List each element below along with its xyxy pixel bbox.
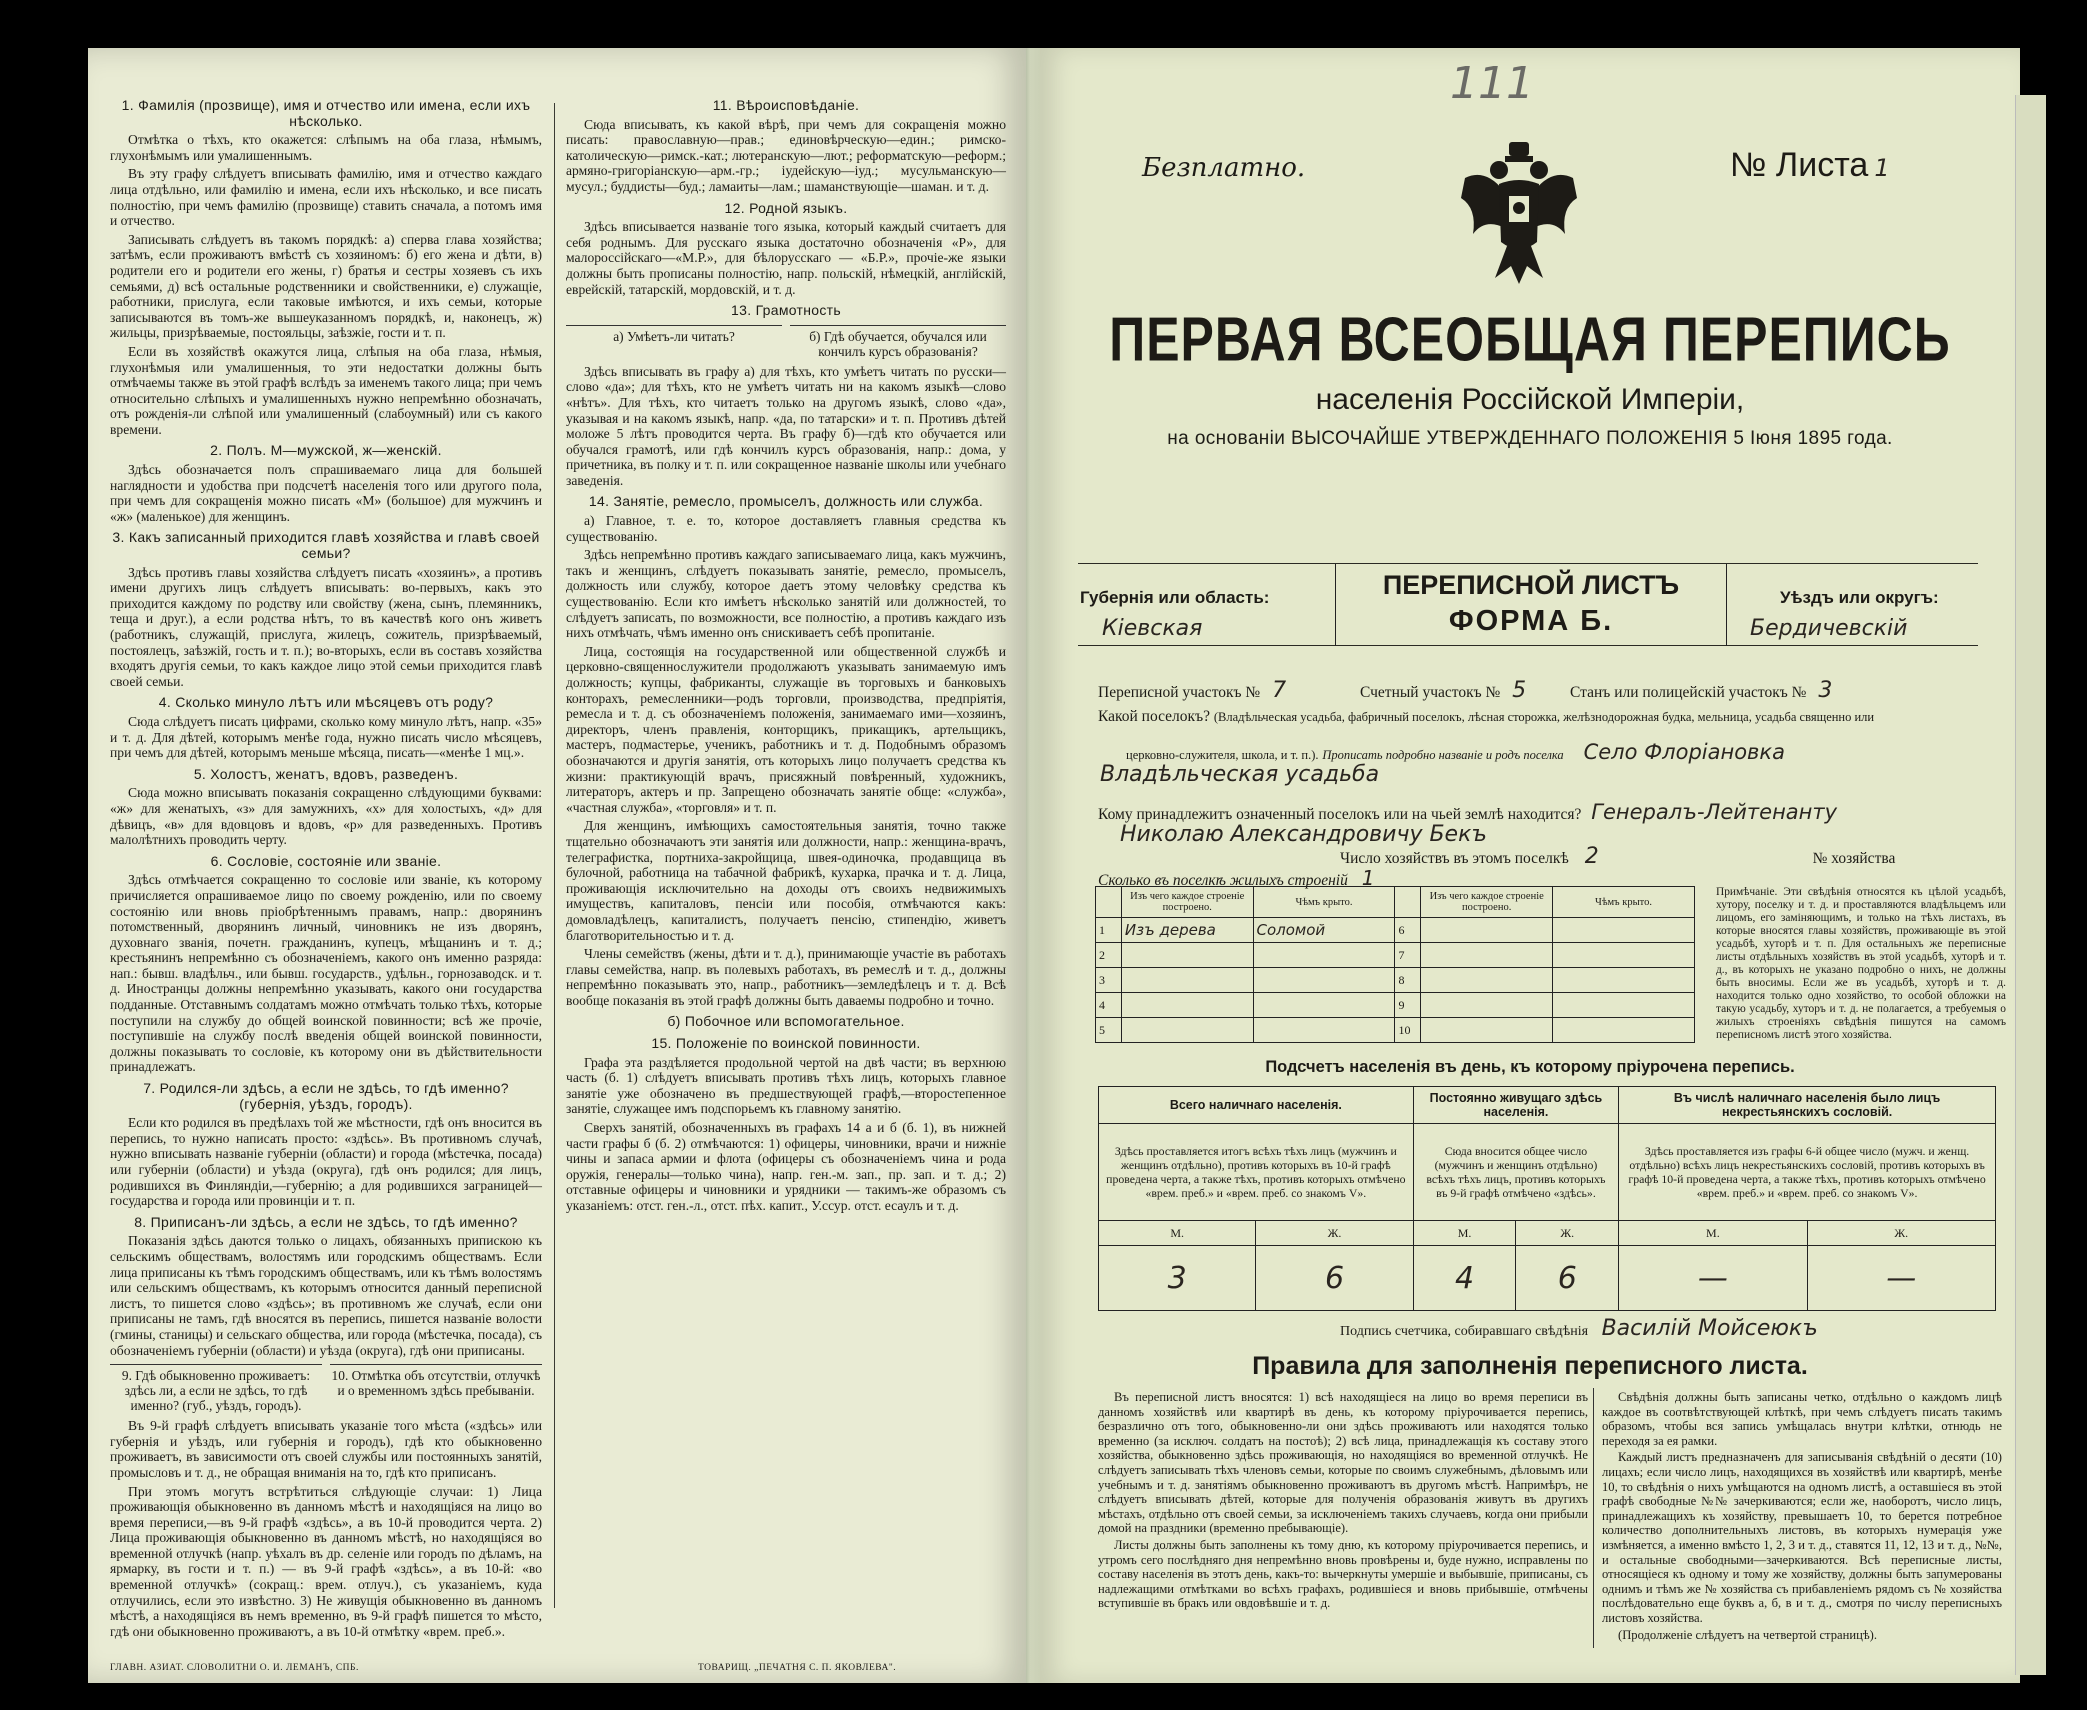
poselok-hint: (Владѣльческая усадьба, фабричный поселокъ, лѣсная сторожка, желѣзнодорожная будка, мельница, усадьба священно или bbox=[1213, 710, 1875, 724]
sheet-number bbox=[1730, 146, 1890, 185]
table-row bbox=[1096, 1018, 1695, 1043]
population-count-title: Подсчетъ населенія въ день, къ которому пріурочена перепись. bbox=[1265, 1058, 1795, 1076]
section-paragraph: Сюда можно вписывать показанія сокращенно слѣдующими буквами: «ж» для женатыхъ, «з» для замужнихъ, «х» для холостыхъ, «д» для дѣвицъ, «в» для вдовцовъ и вдовъ, «р» для разведенныхъ. Противъ малолѣтнихъ проводить черту. bbox=[110, 785, 542, 848]
instruction-section bbox=[566, 364, 1006, 489]
population-count-table bbox=[1098, 1086, 1996, 1311]
built-cell bbox=[1421, 993, 1553, 1018]
poselok-label: Какой поселокъ? bbox=[1098, 708, 1210, 725]
built-cell bbox=[1421, 968, 1553, 993]
rule-paragraph: Въ переписной листъ вносятся: 1) всѣ находящіеся на лицо во время переписи въ данномъ хозяйствѣ или квартирѣ въ день, къ которому пріурочивается перепись, безразлично отъ того, обыкновенно-ли они здѣсь проживаютъ или находятся только временно (за исключ. солдатъ на постоѣ); 2) всѣ лица, принадлежащія къ составу этого хозяйства, обыкновенно здѣсь проживающія, но находящіяся во временной отлучкѣ. Не слѣдуетъ записывать тѣхъ членовъ семьи, которые по своимъ служебнымъ, дѣловымъ или учебнымъ и т. д. занятіямъ обыкновенно проживаютъ въ другомъ мѣстѣ. Напримѣръ, не слѣдуетъ вписывать дѣтей, которые для полученія образованія живутъ въ другихъ мѣстахъ, отдѣльно отъ своей семьи, за исключеніемъ такихъ случаевъ, когда они прибыли домой на праздники (временно пребывающіе). bbox=[1098, 1390, 1588, 1536]
instruction-section bbox=[566, 98, 1006, 195]
rules-right-column bbox=[1602, 1390, 2002, 1644]
non-peasant-desc: Здѣсь проставляется изъ графы 6-й общее число (мужч. и женщ. отдѣльно) всѣхъ лицъ некрестьянскихъ сословій, противъ которыхъ въ графѣ 10-й проведена черта, а также тѣхъ, противъ которыхъ отмѣчено «врем. преб.» и «врем. преб. со знакомъ V». bbox=[1619, 1124, 1996, 1221]
roof-cell bbox=[1253, 968, 1395, 993]
section-paragraph: Для женщинъ, имѣющихъ самостоятельныя занятія, точно также тщательно обозначаютъ эти занятія или должности, напр.: женщина-врачъ, телеграфистка, портниха-закройщица, швея-одиночка, продавщица въ булочной, работница на табачной фабрикѣ, кухарка, прачка и т. д. Лица, проживающія исключительно на доходы отъ своихъ недвижимыхъ имуществъ, капиталовъ, пенсіи или пособія, отмѣчаются какъ: домовладѣлецъ, капиталистъ, получаетъ пенсію, стипендію, живетъ благотворительностью и т. д. bbox=[566, 818, 1006, 943]
participants-row bbox=[1098, 678, 1832, 703]
built-cell bbox=[1121, 1018, 1253, 1043]
instruction-section bbox=[110, 1081, 542, 1209]
roof-cell bbox=[1553, 968, 1695, 993]
section-paragraph: Сюда вписывать, къ какой вѣрѣ, при чемъ для сокращенія можно писать: православную—прав.; единовѣрческую—един.; римско-католическую—римск.-кат.; лютеранскую—лют.; реформатскую—реформ.; армяно-григоріанскую—арм.-гр.; іудейскую—іуд.; мусульманскую—мусул.; буддисты—буд.; ламаиты—лам.; шаманствующіе—шаман. и т. д. bbox=[566, 116, 1006, 194]
instruction-section bbox=[110, 1215, 542, 1358]
uchastok-label: Переписной участокъ № bbox=[1098, 684, 1261, 701]
male-header: М. bbox=[1619, 1221, 1807, 1246]
section-title: 4. Сколько минуло лѣтъ или мѣсяцевъ отъ роду? bbox=[158, 694, 494, 711]
owner-row bbox=[1098, 800, 1837, 824]
row-number: 10 bbox=[1395, 1018, 1421, 1043]
instruction-section bbox=[110, 854, 542, 1075]
section-paragraph: Въ 9-й графѣ слѣдуетъ вписывать указаніе того мѣста («здѣсь» или губернія и уѣздъ, или губернія и городъ), гдѣ кто обыкновенно проживаетъ, въ зависимости отъ своей службы или постоянныхъ занятій, промысловъ и т. д., не обращая вниманія на то, гдѣ кто приписанъ. bbox=[110, 1418, 542, 1480]
owner-value-2: Николаю Александровичу Бекъ bbox=[1120, 822, 1487, 847]
poselok-row-2 bbox=[1098, 740, 1785, 764]
built-header: Изъ чего каждое строеніе построено. bbox=[1121, 887, 1253, 918]
sheet-number-label: № Листа bbox=[1730, 146, 1869, 184]
instruction-section bbox=[110, 98, 542, 437]
section-title: 5. Холостъ, женатъ, вдовъ, разведенъ. bbox=[193, 765, 459, 782]
section-paragraph: Показанія здѣсь даются только о лицахъ, обязанныхъ припискою къ сельскимъ обществамъ, волостямъ или городскимъ обществамъ. Если лица приписаны къ тѣмъ городскимъ обществамъ, или къ тѣмъ волостямъ или сельскимъ обществамъ, къ которымъ относится данный переписной листъ, то пишется слово «здѣсь»; въ противномъ же случаѣ, если они приписаны не тамъ, гдѣ вносятся въ перепись, пишется названіе волости (гмины, станицы) и сельскаго общества, или города (мѣстечка, посада), съ обозначеніемъ губерніи (области) и уѣзда (округа), гдѣ они приписаны. bbox=[110, 1233, 542, 1358]
buildings-note: Примѣчаніе. Эти свѣдѣнія относятся къ цѣлой усадьбѣ, хутору, поселку и т. д. и проставляются владѣльцемъ или лицомъ, его заміняющимъ, и только на тѣхъ листахъ, въ которые вносятся главы хозяйствъ, проживающіе въ этой усадьбѣ, хуторѣ и т. п. Для остальныхъ же переписные листы отдѣльныхъ хозяйствъ въ этой усадьбѣ, хуторѣ и т. д., въ которыхъ не указано подробно о нихъ, не должны быть вносимы. Если же въ усадьбѣ, хуторѣ и т. д. находится только одно хозяйство, то особой обложки на такую усадьбу, хуторъ и т. д. не полагается, а требуемыя о жилыхъ строеніяхъ свѣдѣнія пишутся на самомъ переписномъ листѣ этого хозяйства. bbox=[1716, 886, 2006, 1041]
buildings-table bbox=[1095, 886, 1695, 1043]
signature-value: Василій Мойсеюкъ bbox=[1601, 1316, 1818, 1341]
permanent-male-value: 4 bbox=[1413, 1246, 1516, 1311]
instruction-section bbox=[566, 1036, 1006, 1214]
built-cell bbox=[1421, 1018, 1553, 1043]
instructions-column-2 bbox=[566, 98, 1006, 1220]
section-paragraph: Графа эта раздѣляется продольной чертой на двѣ части; въ верхнюю часть (б. 1) слѣдуетъ вписывать противъ тѣхъ лицъ, которыхъ главное занятіе уже обозначено въ предшествующей графѣ,—второстепенное занятіе, служащее имъ подспорьемъ къ главному занятію. bbox=[566, 1054, 1006, 1117]
roof-cell bbox=[1553, 918, 1695, 943]
owner-value-1: Генералъ-Лейтенанту bbox=[1591, 800, 1838, 824]
permanent-residents-desc: Сюда вносится общее число (мужчинъ и женщинъ отдѣльно) всѣхъ тѣхъ лицъ, противъ которыхъ въ 9-й графѣ отмѣчено «здѣсь». bbox=[1413, 1124, 1619, 1221]
stan-value: 3 bbox=[1818, 678, 1833, 703]
row-number: 5 bbox=[1096, 1018, 1122, 1043]
households-label: Число хозяйствъ въ этомъ поселкѣ bbox=[1340, 850, 1569, 867]
roof-cell bbox=[1253, 943, 1395, 968]
non-peasant-female-value: — bbox=[1807, 1246, 1995, 1311]
built-cell bbox=[1421, 918, 1553, 943]
roof-cell: Соломой bbox=[1253, 918, 1395, 943]
poselok-value-2: Владѣльческая усадьба bbox=[1100, 762, 1380, 787]
section-title: 8. Приписанъ-ли здѣсь, а если не здѣсь, то гдѣ именно? bbox=[134, 1213, 518, 1230]
permanent-female-value: 6 bbox=[1516, 1246, 1619, 1311]
roof-cell bbox=[1553, 943, 1695, 968]
section-title: 6. Сословіе, состояніе или званіе. bbox=[210, 852, 442, 869]
gubernia-value: Кіевская bbox=[1102, 616, 1203, 641]
section-paragraph: Сверхъ занятій, обозначенныхъ въ графахъ 14 а и б (б. 1), въ нижней части графы б (б. 2) отмѣчаются: 1) офицеры, чиновники, врачи и нижніе чины и запаса армии и флота (офицеры съ обозначеніемъ чина и рода оружія, генералы—только чина), напр. ген.-м. зап., пр. зап. и т. д.; 2) отставные офицеры и чиновники и урядники — такимъ-же образомъ съ указаніемъ: отст. ген.-л., отст. пѣх. капит., У.ссур. отст. есаулъ и т. д. bbox=[566, 1120, 1006, 1213]
subheading-b: б) Гдѣ обучается, обучался или кончилъ курсъ образованія? bbox=[790, 325, 1006, 359]
section-title: 13. Грамотность bbox=[731, 302, 841, 319]
total-present-header: Всего наличнаго населенія. bbox=[1099, 1087, 1414, 1124]
total-present-desc: Здѣсь проставляется итогъ всѣхъ тѣхъ лицъ (мужчинъ и женщинъ отдѣльно), противъ которыхъ въ 10-й графѣ проведена черта, а также тѣхъ, противъ которыхъ отмѣчено «врем. преб.» и «врем. преб. со знакомъ V». bbox=[1099, 1124, 1414, 1221]
female-header: Ж. bbox=[1807, 1221, 1995, 1246]
instruction-section bbox=[566, 303, 1006, 319]
section-paragraph: Въ эту графу слѣдуетъ вписывать фамилію, имя и отчество каждаго лица отдѣльно, или фамилію и имена, если ихъ нѣсколько, и все писать полностію, при чемъ фамилію (прозвище) ставить сначала, а потомъ имя и отчество. bbox=[110, 166, 542, 229]
poselok-hint-2: церковно-служителя, школа, и т. п.). bbox=[1126, 748, 1319, 762]
rule-paragraph: Каждый листъ предназначенъ для записыванія свѣдѣній о десяти (10) лицахъ; если число лицъ, находящихся въ хозяйствѣ или квартирѣ, менѣе 10, то свѣдѣнія о нихъ умѣщаются на одномъ листѣ, а оставшіеся въ этой графѣ свободные №№ зачеркиваются; если же, наоборотъ, число лицъ, принадлежащихъ къ хозяйству, превышаетъ 10, то берется потребное количество дополнительныхъ листовъ, въ которыхъ нумерація уже измѣняется, а именно вмѣсто 1, 2, 3 и т. д., ставятся 11, 12, 13 и т. д., №№, и остальные свободными—зачеркиваются. Всѣ переписные листы, относящіеся къ одному и тому же хозяйству, должны быть запумерованы однимъ и тѣмъ же № хозяйства съ прибавленіемъ рядомъ съ № хозяйства послѣдовательно еще буквъ а, б, в и т. д., смотря по числу переписныхъ листовъ хозяйства. bbox=[1602, 1450, 2002, 1625]
permanent-residents-header: Постоянно живущаго здѣсь населенія. bbox=[1413, 1087, 1619, 1124]
section-paragraph: Лица, состоящія на государственной или общественной службѣ и церковно-священнослужители продолжаютъ указывать занимаемую имъ должность; купцы, фабриканты, служащіе въ торговыхъ и банковыхъ конторахъ, ремесленники—родъ торговли, производства, предпріятія, ремесла и т. д. съ обозначеніемъ положенія, занимаемаго ими—хозяинъ, директоръ, членъ правленія, конторщикъ, прикащикъ, артельщикъ, мастеръ, подмастерье, ученикъ, работникъ и т. д. Подобнымъ образомъ обозначаются и другія занятія, отъ которыхъ лицо получаетъ средства къ жизни: практикующій врачъ, присяжный повѣренный, художникъ, литераторъ, актеръ и пр. Запрещено обозначать занятіе обще: «служба», «частная служба», «торговля» и т. п. bbox=[566, 643, 1006, 815]
table-row bbox=[1096, 968, 1695, 993]
subheading-a: а) Умѣетъ-ли читать? bbox=[566, 325, 782, 359]
instruction-section bbox=[110, 530, 542, 689]
section-paragraph: Записывать слѣдуетъ въ такомъ порядкѣ: а) сперва глава хозяйства; затѣмъ, если проживаютъ вмѣстѣ съ хозяиномъ: б) его жена и дѣти, в) родители его и родители его жены, г) братья и сестры хозяевъ съ ихъ семьями, д) всѣ остальные родственники и свойственники, е) служащіе, работники, прислуга, если таковые имѣются, и ихъ семьи, которые записываются въ томъ-же вышеуказанномъ порядкѣ, и, наконецъ, ж) жильцы, призрѣваемые, постояльцы, заѣзжіе, гости и т. п. bbox=[110, 231, 542, 341]
household-no-label: № хозяйства bbox=[1812, 850, 1896, 867]
section-paragraph: При этомъ могутъ встрѣтиться слѣдующіе случаи: 1) Лица проживающія обыкновенно въ данномъ мѣстѣ и находящіяся на лицо во время переписи,—въ 9-й графѣ «здѣсь», а въ 10-й проводится черта. 2) Лица проживающія обыкновенно въ данномъ мѣстѣ, но находящіяся во временной отлучкѣ (напр. уѣхалъ въ др. селеніе или городъ по дѣламъ, на ярмарку, въ гости и т. п.) — въ 9-й графѣ «здѣсь», а въ 10-й: «во временной отлучкѣ» (сокращ.: врем. отлуч.), съ указаніемъ, куда отлучились, если это извѣстно. 3) Не живущія обыкновенно въ данномъ мѣстѣ, а находящіяся въ немъ временно, въ 9-й графѣ пишется то мѣсто, гдѣ они обыкновенно проживаютъ, а въ 10-й отмѣтку «врем. преб.». bbox=[110, 1483, 542, 1639]
poselok-value-1: Село Флоріановка bbox=[1583, 740, 1785, 764]
printer-footer-left: ГЛАВН. АЗИАТ. СЛОВОЛИТНИ О. И. ЛЕМАНЪ, СПБ. bbox=[110, 1663, 359, 1673]
free-of-charge-label: Безплатно. bbox=[1142, 153, 1306, 183]
roof-header: Чѣмъ крыто. bbox=[1253, 887, 1395, 918]
table-row bbox=[1096, 918, 1695, 943]
sheet-number-value: 1 bbox=[1874, 154, 1890, 182]
rules-title: Правила для заполненія переписного листа. bbox=[1252, 1352, 1808, 1380]
census-subtitle: населенія Россійской Имперіи, bbox=[1315, 383, 1745, 416]
section-paragraph: Здѣсь противъ главы хозяйства слѣдуетъ писать «хозяинъ», а противъ имени другихъ лицъ слѣдуетъ вписывать: во-первыхъ, какъ это приходится каждому по родству или свойству (жена, сынъ, племянникъ, теща и друг.), а если родства нѣтъ, то въ качествѣ кого онъ живетъ (работникъ, служащій, прислуга, жилецъ, сожитель, призрѣваемый, постоялецъ, заѣзжій, гость и т. п.); во-вторыхъ, если въ составъ хозяйства входятъ другія семьи, то какъ каждое лицо этой семьи приходится главѣ своей семьи. bbox=[110, 564, 542, 689]
roof-cell bbox=[1553, 1018, 1695, 1043]
poselok-hint-3: Прописать подробно названіе и родъ поселка bbox=[1322, 748, 1564, 762]
instruction-section bbox=[566, 1014, 1006, 1030]
census-title: ПЕРВАЯ ВСЕОБЩАЯ ПЕРЕПИСЬ bbox=[1109, 304, 1951, 375]
table-row bbox=[1096, 993, 1695, 1018]
uezd-label: Уѣздъ или округъ: bbox=[1780, 588, 1939, 607]
instructions-column-1 bbox=[110, 98, 542, 1642]
female-header: Ж. bbox=[1256, 1221, 1413, 1246]
rule-paragraph: Листы должны быть заполнены къ тому дню, къ которому пріурочивается перепись, и утромъ сего послѣдняго дня непремѣнно вновь провѣрены и, буде нужно, исправлены по составу населенія въ этотъ день, какъ-то: вычеркнуты умершіе и выбывшіе, приписаны, съ надлежащими отмѣтками во всѣхъ графахъ, родившіеся и вновь прибывшіе, отмѣчены вступившіе въ бракъ или овдовѣвшіе и т. д. bbox=[1098, 1537, 1588, 1611]
section-paragraph: а) Главное, т. е. то, которое доставляетъ главныя средства къ существованію. bbox=[566, 513, 1006, 544]
printer-footer-right: ТОВАРИЩ. „ПЕЧАТНЯ С. П. ЯКОВЛЕВА". bbox=[698, 1663, 897, 1673]
section-paragraph: Здѣсь обозначается полъ спрашиваемаго лица для большей наглядности и удобства при подсчетѣ населенія того или другого пола, при чемъ для сокращенія можно писать «М» (большое) для мужчинъ и «ж» (маленькое) для женщинъ. bbox=[110, 462, 542, 524]
female-header: Ж. bbox=[1516, 1221, 1619, 1246]
roof-header-2: Чѣмъ крыто. bbox=[1553, 887, 1695, 918]
rules-left-column bbox=[1098, 1390, 1588, 1613]
double-headed-eagle-emblem bbox=[1455, 138, 1583, 288]
households-row bbox=[1340, 844, 1895, 869]
signature-label: Подпись счетчика, собиравшаго свѣдѣнія bbox=[1340, 1324, 1589, 1339]
form-title: ПЕРЕПИСНОЙ ЛИСТЪ bbox=[1382, 570, 1680, 600]
row-number: 2 bbox=[1096, 943, 1122, 968]
built-cell bbox=[1121, 943, 1253, 968]
built-cell bbox=[1121, 993, 1253, 1018]
left-page-instructions bbox=[88, 48, 1026, 1683]
instruction-section bbox=[110, 767, 542, 848]
subheading-a: 9. Гдѣ обыкновенно проживаетъ: здѣсь ли, а если не здѣсь, то гдѣ именно? (губ., уѣздъ, городъ). bbox=[110, 1364, 322, 1413]
subheading-b: 10. Отмѣтка объ отсутствіи, отлучкѣ и о временномъ здѣсь пребываніи. bbox=[330, 1364, 542, 1413]
form-title-box bbox=[1335, 564, 1727, 646]
row-number: 7 bbox=[1395, 943, 1421, 968]
right-page-census-form bbox=[1040, 48, 2020, 1683]
section-title: 7. Родился-ли здѣсь, а если не здѣсь, то гдѣ именно? (губернія, уѣздъ, городъ). bbox=[143, 1080, 509, 1112]
buildings-label: Сколько въ поселкѣ жилыхъ строеній bbox=[1098, 872, 1348, 889]
buildings-value: 1 bbox=[1361, 866, 1375, 890]
roof-cell bbox=[1253, 993, 1395, 1018]
row-number: 9 bbox=[1395, 993, 1421, 1018]
rule-paragraph: (Продолженіе слѣдуетъ на четвертой страницѣ). bbox=[1618, 1627, 1878, 1642]
section-paragraph: Члены семействъ (жены, дѣти и т. д.), принимающіе участіе въ работахъ главы семейства, напр. въ полевыхъ работахъ, въ ремеслѣ и т. д., должны непремѣнно показывать это, напр., работникъ—земледѣлецъ и т. д. Всѣ вообще показанія въ этой графѣ должны быть даваемы подробно и точно. bbox=[566, 946, 1006, 1008]
section-paragraph: Сюда слѣдуетъ писать цифрами, сколько кому минуло лѣтъ, напр. «35» и т. д. Для дѣтей, которымъ менѣе года, нужно писать число мѣсяцевъ, при чемъ для дѣтей, которымъ меньше мѣсяца, писать—«менѣе 1 мц.». bbox=[110, 713, 542, 761]
stan-label: Станъ или полицейскій участокъ № bbox=[1570, 684, 1807, 701]
total-male-value: 3 bbox=[1099, 1246, 1256, 1311]
instruction-section bbox=[110, 443, 542, 524]
instruction-section bbox=[566, 494, 1006, 1008]
section-paragraph: Если въ хозяйствѣ окажутся лица, слѣпыя на оба глаза, нѣмыя, глухонѣмыя или умалишенныя, то эти недостатки должны быть отмѣчаемы также въ этой графѣ вслѣдъ за именемъ такого лица; при чемъ относительно слѣпыхъ и умалишенныхъ нужно непремѣнно обозначать, отъ рожденія-ли слѣпой или умалишенный (слабоумный) или съ какого времени. bbox=[110, 343, 542, 437]
schet-value: 5 bbox=[1512, 678, 1527, 703]
non-peasant-male-value: — bbox=[1619, 1246, 1807, 1311]
column-divider bbox=[554, 103, 555, 1608]
section-title: 15. Положеніе по воинской повинности. bbox=[651, 1035, 921, 1052]
table-row bbox=[1096, 943, 1695, 968]
gubernia-label: Губернія или область: bbox=[1080, 588, 1270, 607]
total-female-value: 6 bbox=[1256, 1246, 1413, 1311]
section-paragraph: Здѣсь вписывать въ графу а) для тѣхъ, кто умѣетъ читать по русски—слово «да»; для тѣхъ, кто не умѣетъ читать ни на какомъ языкѣ—слово «нѣтъ». Для тѣхъ, кто читаетъ только на другомъ языкѣ, слово «да», указывая и на какомъ языкѣ, напр. «да, по татарски» и т. п. Противъ дѣтей моложе 5 лѣтъ проводится черта. Въ графу б)—гдѣ кто обучается или обучался грамотѣ, или гдѣ кончилъ курсъ образованія, напр.: дома, у причетника, въ полку и т. п. или сокращенное названіе школы или учебнаго заведенія. bbox=[566, 363, 1006, 488]
section-paragraph: Если кто родился въ предѣлахъ той же мѣстности, гдѣ онъ вносится въ перепись, то нужно написать просто: «здѣсь». Въ противномъ случаѣ, нужно вписывать названіе губерніи (области) и города (мѣстечка, посада) или губерніи (области) и уѣзда (округа), гдѣ онъ родился; для лицъ, родившихся въ Финляндіи,—губернію; а для родившихся заграницей—государства и города или провинціи и т. п. bbox=[110, 1115, 542, 1209]
rules-divider bbox=[1593, 1388, 1594, 1648]
form-subtitle: ФОРМА Б. bbox=[1448, 605, 1614, 637]
non-peasant-header: Въ числѣ наличнаго населенія было лицъ некрестьянскихъ сословій. bbox=[1619, 1087, 1996, 1124]
owner-label: Кому принадлежитъ означенный поселокъ или на чьей землѣ находится? bbox=[1098, 806, 1582, 823]
section-title: 3. Какъ записанный приходится главѣ хозяйства и главѣ своей семьи? bbox=[112, 529, 540, 562]
section-title: 2. Полъ. М—мужской, ж—женскій. bbox=[210, 442, 442, 459]
row-number: 3 bbox=[1096, 968, 1122, 993]
poselok-row bbox=[1098, 708, 1874, 726]
enumerator-signature bbox=[1340, 1316, 1818, 1341]
roof-cell bbox=[1553, 993, 1695, 1018]
male-header: М. bbox=[1413, 1221, 1516, 1246]
instruction-section bbox=[110, 695, 542, 760]
built-cell bbox=[1121, 968, 1253, 993]
row-number: 1 bbox=[1096, 918, 1122, 943]
section-title: 12. Родной языкъ. bbox=[724, 199, 848, 216]
section-title: б) Побочное или вспомогательное. bbox=[667, 1013, 905, 1030]
section-paragraph: Здѣсь непремѣнно противъ каждаго записываемаго лица, какъ мужчинъ, такъ и женщинъ, слѣдуетъ показывать занятіе, ремесло, промыселъ, должность или службу, которое даетъ этому человѣку средства къ существованію. Если кто имѣетъ нѣсколько занятій или должностей, то слѣдуетъ записать, по возможности, все полностію, а противъ каждаго изъ нихъ отмѣчать, чѣмъ именно онъ снискиваетъ себѣ пропитаніе. bbox=[566, 547, 1006, 641]
paired-subheadings bbox=[566, 325, 1006, 359]
section-paragraph: Отмѣтка о тѣхъ, кто окажется: слѣпымъ на оба глаза, нѣмымъ, глухонѣмымъ или умалишеннымъ. bbox=[110, 132, 542, 163]
paired-subheadings bbox=[110, 1364, 542, 1413]
rule-paragraph: Свѣдѣнія должны быть записаны четко, отдѣльно о каждомъ лицѣ каждое въ соотвѣтствующей клѣткѣ, при чемъ слѣдуетъ писать такимъ образомъ, чтобы вся запись умѣщалась внутри клѣтки, отнюдь не переходя за ея рамки. bbox=[1602, 1390, 2002, 1448]
pencil-page-number: 111 bbox=[1450, 58, 1534, 109]
instruction-section bbox=[566, 201, 1006, 298]
section-title: 1. Фамилія (прозвище), имя и отчество или имена, если ихъ нѣсколько. bbox=[121, 97, 531, 129]
section-title: 11. Вѣроисповѣданіе. bbox=[712, 97, 860, 113]
roof-cell bbox=[1253, 1018, 1395, 1043]
census-decree-line: на основаніи ВЫСОЧАЙШЕ УТВЕРЖДЕННАГО ПОЛОЖЕНІЯ 5 Іюня 1895 года. bbox=[1167, 428, 1893, 449]
row-number: 6 bbox=[1395, 918, 1421, 943]
page-edge bbox=[2015, 95, 2046, 1675]
built-header-2: Изъ чего каждое строеніе построено. bbox=[1421, 887, 1553, 918]
section-title: 14. Занятіе, ремесло, промыселъ, должность или служба. bbox=[588, 493, 984, 510]
schet-label: Счетный участокъ № bbox=[1359, 684, 1501, 701]
households-value: 2 bbox=[1584, 844, 1599, 869]
section-paragraph: Здѣсь отмѣчается сокращенно то сословіе или званіе, къ которому причисляется опрашиваемое лицо по своему рожденію, или по своему состоянію или вновь пріобрѣтеннымъ правамъ, напр.: дворянинъ потомственный, дворянинъ личный, чиновникъ не изъ дворянъ, духовнаго званія, почетн. гражданинъ, купецъ, мѣщанинъ и т. д.; крестьянинъ непремѣнно съ обозначеніемъ, какого онъ именно разряда: нап.: бывш. владѣльч., или бывш. государств., удѣльн., горнозаводск. и т. д. Иностранцы должны непремѣнно указывать, какого они государства подданные. Отставнымъ солдатамъ можно отмѣчать только тѣхъ, которые поступили на службу до общей воинской повинности; всѣ же прочіе, поступившіе на службу послѣ введенія общей воинской повинности, должны показывать то сословіе, къ которому они въ дѣйствительности принадлежатъ. bbox=[110, 872, 542, 1075]
built-cell bbox=[1421, 943, 1553, 968]
built-cell: Изъ дерева bbox=[1121, 918, 1253, 943]
row-number: 8 bbox=[1395, 968, 1421, 993]
uezd-value: Бердичевскій bbox=[1750, 616, 1908, 641]
uchastok-value: 7 bbox=[1272, 678, 1287, 703]
section-paragraph: Здѣсь вписывается названіе того языка, который каждый считаетъ для себя роднымъ. Для русскаго языка достаточно обозначенія «Р», для малороссійскаго—«М.Р.», для бѣлорусскаго — «Б.Р.», прочіе-же языки должны быть прописаны полностію, напр. польскій, нѣмецкій, англійскій, еврейскій, татарскій, мордовскій, и т. д. bbox=[566, 219, 1006, 297]
male-header: М. bbox=[1099, 1221, 1256, 1246]
row-number: 4 bbox=[1096, 993, 1122, 1018]
